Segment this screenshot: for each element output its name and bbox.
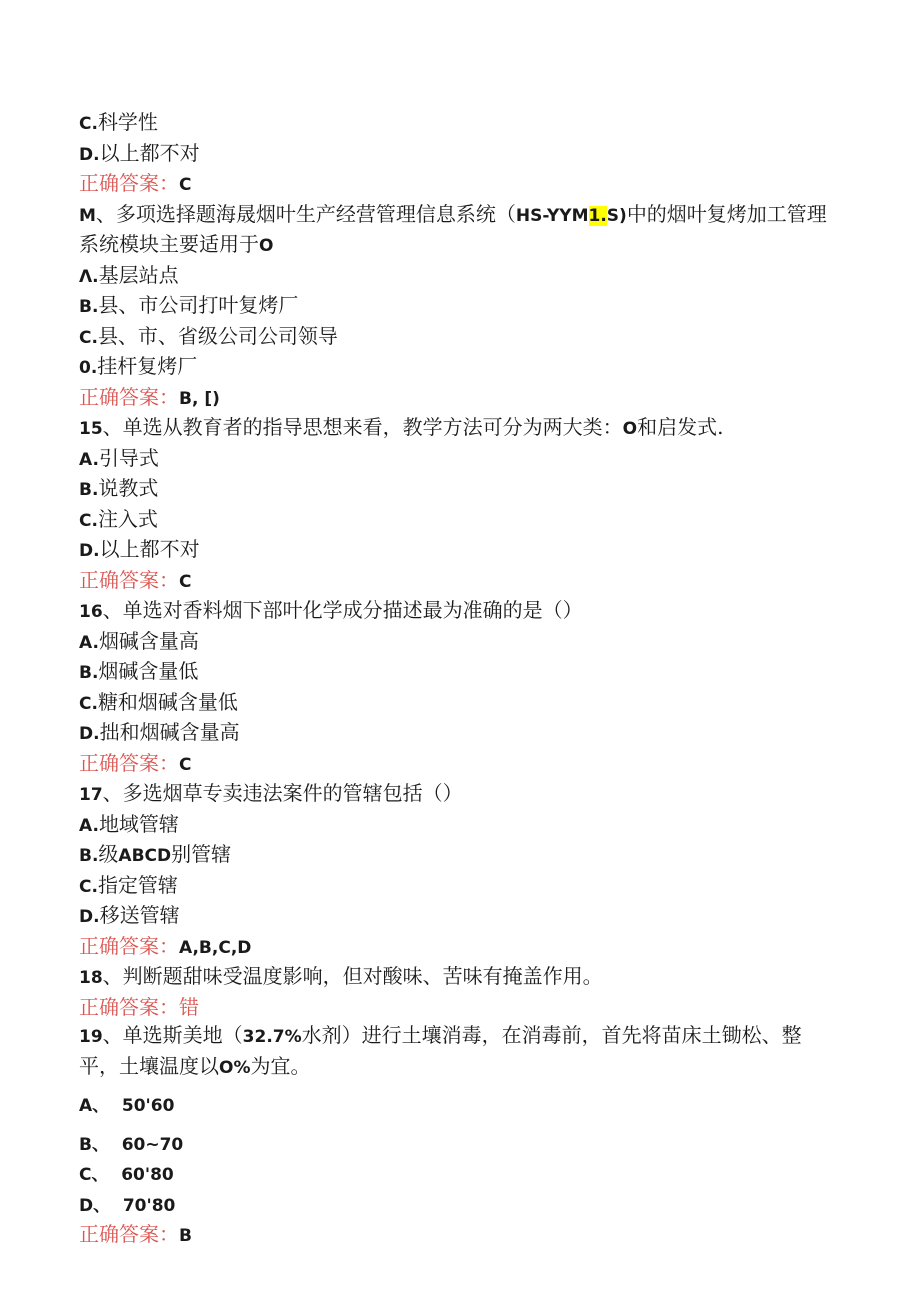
option-a: Λ.基层站点	[79, 262, 179, 287]
option-d: D、 70'80	[79, 1195, 176, 1216]
answer-label: 正确答案：	[79, 933, 179, 958]
option-b: B、 60~70	[79, 1134, 184, 1155]
answer-label: 正确答案：	[79, 994, 179, 1019]
answer-label: 正确答案：	[79, 567, 179, 592]
answer-value: C	[179, 571, 192, 592]
option-b: B.烟碱含量低	[79, 659, 199, 683]
answer-label: 正确答案：	[79, 171, 179, 195]
answer-line	[79, 749, 839, 780]
question-17: 17、多选烟草专卖违法案件的管辖包括（）	[79, 781, 463, 805]
answer-line	[79, 932, 839, 963]
answer-value: 错	[179, 994, 199, 1019]
question-16: 16、单选对香料烟下部叶化学成分描述最为准确的是（）	[79, 598, 583, 622]
answer-label: 正确答案：	[79, 750, 179, 775]
highlight-mark: 1.	[588, 205, 607, 226]
option-b: B.说教式	[79, 476, 159, 500]
question-15: 15、单选从教育者的指导思想来看，教学方法可分为两大类：O和启发式.	[79, 415, 724, 439]
answer-label: 正确答案：	[79, 1222, 179, 1246]
answer-value: C	[179, 175, 192, 195]
option-c: C.糖和烟碱含量低	[79, 689, 238, 714]
question-19: 19、单选斯美地（32.7%水剂）进行土壤消毒，在消毒前，首先将苗床土锄松、整平，土壤温度以O%为宜。	[79, 1023, 802, 1078]
answer-label: 正确答案：	[79, 384, 179, 409]
answer-value: B	[179, 1226, 192, 1246]
option-d: D.以上都不对	[79, 140, 200, 165]
option-d: D.以上都不对	[79, 537, 200, 561]
answer-value: A,B,C,D	[179, 937, 252, 958]
answer-value: C	[179, 754, 192, 775]
option-c: C.科学性	[79, 110, 158, 134]
option-c: C.县、市、省级公司公司领导	[79, 323, 338, 348]
answer-line	[79, 169, 839, 200]
option-b: B.县、市公司打叶复烤厂	[79, 293, 299, 317]
answer-line	[79, 993, 839, 1022]
option-a: A.引导式	[79, 445, 159, 470]
option-d: D.拙和烟碱含量高	[79, 720, 240, 744]
option-c: C.注入式	[79, 506, 158, 531]
question-list	[79, 108, 839, 1251]
option-d: D.移送管辖	[79, 903, 180, 927]
option-d: 0.挂杆复烤厂	[79, 354, 198, 378]
option-a: A.地域管辖	[79, 811, 179, 836]
option-a: A、 50'60	[79, 1096, 175, 1116]
option-c: C、 60'80	[79, 1165, 174, 1185]
question-m: M、多项选择题海晟烟叶生产经营管理信息系统（HS-YYM1.S)中的烟叶复烤加工管理系统模块主要适用于O	[79, 201, 827, 256]
answer-line	[79, 383, 839, 414]
option-b: B.级ABCD别管辖	[79, 842, 232, 866]
answer-line	[79, 1220, 839, 1251]
answer-line	[79, 566, 839, 597]
option-a: A.烟碱含量高	[79, 628, 199, 653]
answer-value: B, [)	[179, 388, 220, 409]
question-18: 18、判断题甜味受温度影响，但对酸味、苦味有掩盖作用。	[79, 964, 603, 988]
option-c: C.指定管辖	[79, 872, 178, 897]
